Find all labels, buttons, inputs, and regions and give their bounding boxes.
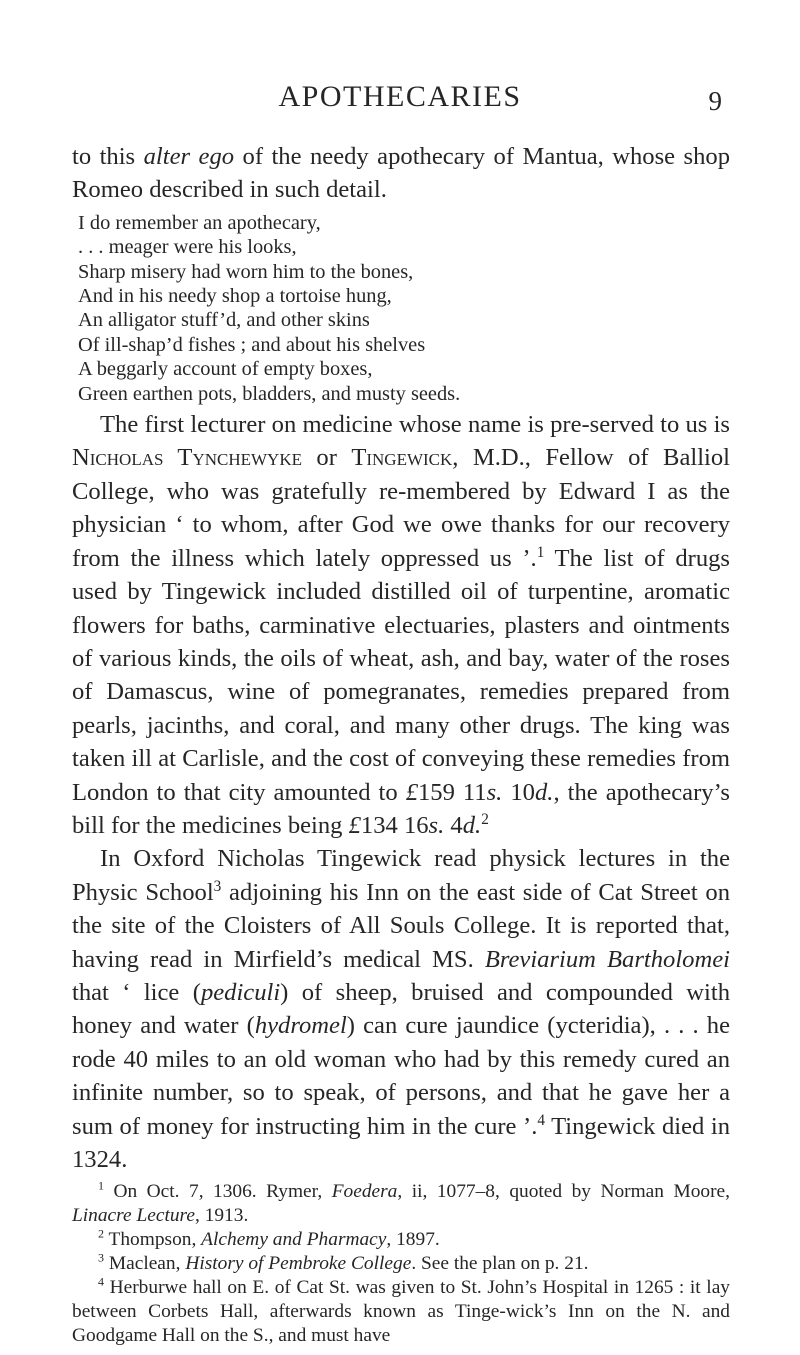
footnote-1 <box>72 1180 730 1228</box>
paragraph-alter-ego <box>72 140 730 207</box>
footnote-marker: 1 <box>98 1178 105 1193</box>
italic-title: Linacre Lecture <box>72 1205 195 1227</box>
italic-phrase: alter ego <box>143 143 235 170</box>
running-head: APOTHECARIES <box>278 80 522 113</box>
footnote-ref: 4 <box>537 1111 545 1129</box>
footnote-3 <box>72 1252 730 1276</box>
small-caps-name: Tingewick <box>351 444 453 472</box>
text-run: , 1897. <box>386 1229 440 1251</box>
footnote-marker: 4 <box>98 1274 105 1289</box>
footnote-marker: 3 <box>98 1250 105 1265</box>
italic-phrase: £ <box>348 811 361 839</box>
text-run: that ‘ lice ( <box>72 978 201 1006</box>
text-run: 4 <box>444 811 463 839</box>
verse-line: And in his needy shop a tortoise hung, <box>78 285 392 308</box>
small-caps-name: Nicholas Tynchewyke <box>72 444 302 472</box>
verse-quotation <box>78 211 730 406</box>
footnote-ref: 2 <box>481 810 489 828</box>
italic-phrase: hydromel <box>254 1012 347 1040</box>
text-run: 10 <box>502 778 535 806</box>
italic-phrase: s. <box>486 778 503 806</box>
italic-phrase: £ <box>405 778 418 806</box>
italic-phrase: s. <box>428 811 445 839</box>
footnotes <box>72 1180 730 1348</box>
text-run: Herburwe hall on E. of Cat St. was given to St. John’s Hospital in 1265 : it lay between Corbets Hall, afterwards known as Tinge-wick’s Inn on the N. and Goodgame Hall on the S., and must have <box>72 1277 730 1347</box>
paragraph-first-lecturer <box>72 408 730 842</box>
text-run: , M.D., Fellow of Balliol College, who was gratefully re-membered by Edward I as the physician ‘ to whom, after God we owe thanks for our recovery from the illness which lately oppressed us ’. <box>72 444 730 572</box>
text-run: to this <box>72 143 144 170</box>
verse-line: Sharp misery had worn him to the bones, <box>78 260 414 283</box>
text-run: of the needy apothecary of Mantua, whose shop Romeo described in such detail. <box>72 143 730 204</box>
text-run: adjoining his Inn on the east side of Cat Street on the site of the Cloisters of All Souls College. It is reported that, having read in Mirfield’s medical MS. <box>72 878 731 973</box>
paragraph-oxford <box>72 842 730 1176</box>
verse-line: Green earthen pots, bladders, and musty seeds. <box>78 382 461 405</box>
footnote-2 <box>72 1228 730 1252</box>
italic-phrase: d. <box>462 811 482 839</box>
text-run: , 1913. <box>194 1205 249 1227</box>
italic-title: Alchemy and Pharmacy <box>201 1229 387 1251</box>
text-run: 134 16 <box>360 811 429 839</box>
verse-line: Of ill-shap’d fishes ; and about his shelves <box>78 333 426 356</box>
text-run: Maclean, <box>104 1253 186 1275</box>
text-run: The list of drugs used by Tingewick included distilled oil of turpentine, aromatic flowers for baths, carminative electuaries, plasters and ointments of various kinds, the oils of wheat, ash, and bay, water of the roses of Damascus, wine of pomegranates, remedies prepared from pearls, jacinths, and coral, and many other drugs. The king was taken ill at Carlisle, and the cost of conveying these remedies from London to that city amounted to <box>72 544 730 806</box>
page-content <box>72 140 730 1348</box>
text-run: Tingewick died in 1324. <box>72 1112 730 1173</box>
footnote-marker: 2 <box>98 1226 105 1241</box>
verse-line: . . . meager were his looks, <box>78 236 297 259</box>
footnote-ref: 1 <box>536 543 545 561</box>
text-run: . See the plan on p. 21. <box>411 1253 589 1275</box>
page-number: 9 <box>708 86 722 116</box>
italic-phrase: pediculi <box>200 978 281 1006</box>
text-run: In Oxford Nicholas Tingewick read physick lectures in the Physic School <box>72 845 730 906</box>
footnote-4 <box>72 1276 730 1348</box>
footnote-ref: 3 <box>213 877 222 895</box>
text-run: 159 11 <box>418 778 487 806</box>
verse-line: A beggarly account of empty boxes, <box>78 358 373 381</box>
text-run: The first lecturer on medicine whose name is pre-served to us is <box>100 411 730 439</box>
page-header <box>0 78 800 126</box>
text-run: On Oct. 7, 1306. Rymer, <box>104 1181 332 1203</box>
verse-line: I do remember an apothecary, <box>78 211 321 234</box>
italic-title: Foedera <box>331 1181 398 1203</box>
italic-title: History of Pembroke College <box>185 1253 412 1275</box>
verse-line: An alligator stuff’d, and other skins <box>78 309 370 332</box>
italic-phrase: Breviarium Bartholomei <box>484 945 730 973</box>
italic-phrase: d. <box>534 778 554 806</box>
text-run: or <box>301 444 352 472</box>
text-run: Thompson, <box>104 1229 202 1251</box>
text-run: , the apothecary’s bill for the medicines being <box>72 778 730 839</box>
text-run: ) of sheep, bruised and compounded with honey and water ( <box>72 978 731 1040</box>
text-run: ) can cure jaundice (ycteridia), . . . he rode 40 miles to an old woman who had by this remedy cured an infinite number, so to speak, of persons, and that he gave her a sum of money for instructing him in the cure ’. <box>72 1012 730 1140</box>
text-run: , ii, 1077–8, quoted by Norman Moore, <box>397 1181 731 1203</box>
